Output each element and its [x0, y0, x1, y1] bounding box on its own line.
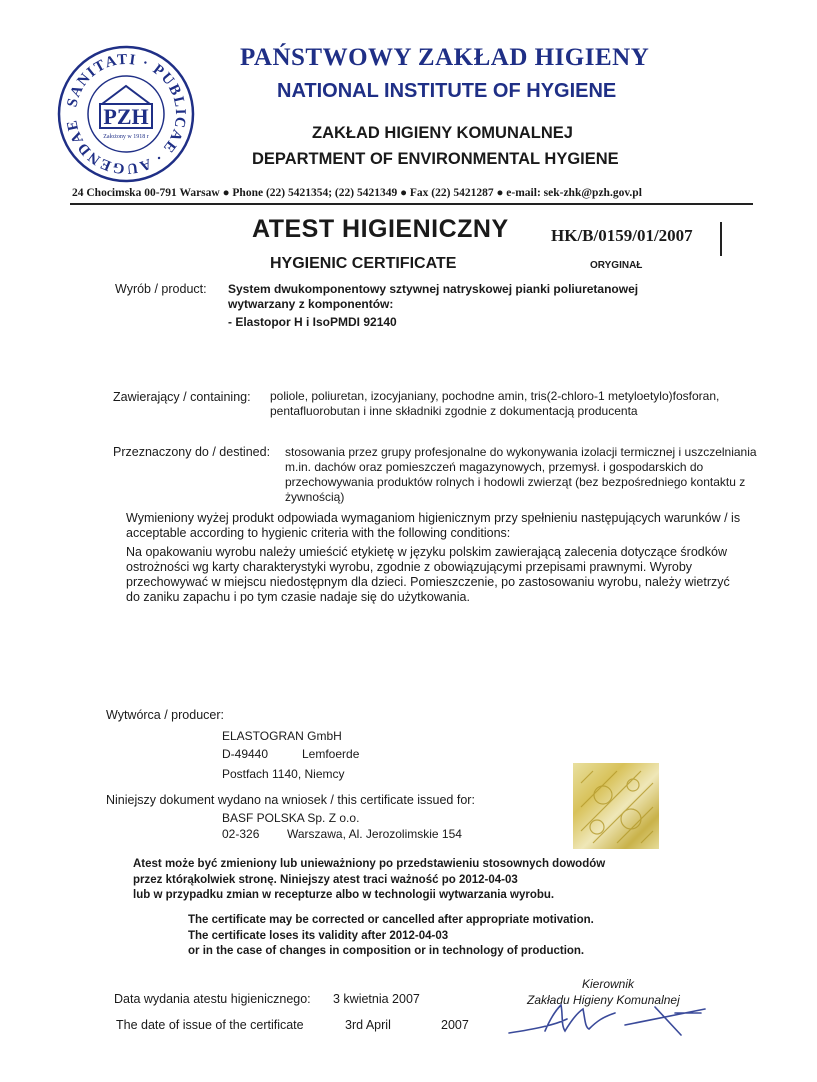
- issue-date-en: 3rd April: [345, 1018, 391, 1032]
- issued-for-label: Niniejszy dokument wydano na wniosek / this certificate issued for:: [106, 793, 475, 807]
- certificate-title-pl: ATEST HIGIENICZNY: [252, 215, 509, 243]
- logo-founded: Założony w 1918 r: [103, 134, 149, 140]
- product-description-line2: wytwarzany z komponentów:: [228, 297, 394, 311]
- pzh-logo: [56, 44, 196, 184]
- requester-name: BASF POLSKA Sp. Z o.o.: [222, 811, 360, 825]
- department-name-pl: ZAKŁAD HIGIENY KOMUNALNEJ: [312, 124, 573, 142]
- institute-name-pl: PAŃSTWOWY ZAKŁAD HIGIENY: [240, 44, 650, 71]
- signatory-title: Kierownik: [582, 977, 635, 991]
- validity-pl-line1: Atest może być zmieniony lub unieważniony po przedstawieniu stosownych dowodów: [133, 858, 606, 870]
- validity-note-pl: [133, 857, 693, 904]
- issue-date-pl: 3 kwietnia 2007: [333, 992, 420, 1006]
- logo-ring-text: SANITATI · PUBLICAE · AUGENDAE: [64, 51, 189, 177]
- producer-name: ELASTOGRAN GmbH: [222, 729, 342, 743]
- certificate-number: HK/B/0159/01/2007: [551, 226, 693, 245]
- issue-date-label-en: The date of issue of the certificate: [116, 1018, 304, 1032]
- product-description-line1: System dwukomponentowy sztywnej natryskowej pianki poliuretanowej: [228, 282, 639, 296]
- department-name-en: DEPARTMENT OF ENVIRONMENTAL HYGIENE: [252, 150, 619, 168]
- certificate-title-en: HYGIENIC CERTIFICATE: [270, 255, 457, 272]
- validity-pl-line3: lub w przypadku zmian w recepturze albo w technologii wytwarzania wyrobu.: [133, 889, 555, 901]
- product-label: Wyrób / product:: [115, 282, 207, 296]
- producer-city: Lemfoerde: [302, 747, 360, 761]
- validity-pl-line2-text: przez którąkolwiek stronę. Niniejszy atest traci ważność po: [133, 873, 459, 886]
- logo-abbrev: PZH: [103, 104, 149, 129]
- signatory-department: Zakładu Higieny Komunalnej: [527, 993, 680, 1007]
- validity-en-line2: [188, 929, 688, 945]
- validity-pl-line2: [133, 873, 693, 889]
- issue-date-label-pl: Data wydania atestu higienicznego:: [114, 992, 311, 1006]
- validity-en-line2-text: The certificate loses its validity after: [188, 929, 390, 942]
- containing-label: Zawierający / containing:: [113, 390, 251, 404]
- handwritten-signature: [505, 995, 715, 1040]
- validity-en-line3: or in the case of changes in composition or in technology of production.: [188, 945, 585, 957]
- requester-zip: 02-326: [222, 827, 260, 841]
- validity-en-line1: The certificate may be corrected or cancelled after appropriate motivation.: [188, 914, 594, 926]
- containing-text: poliole, poliuretan, izocyjaniany, pochodne amin, tris(2-chloro-1 metyloetylo)fosforan, pentafluorobutan i inne składniki zgodnie z dokumentacją producenta: [270, 389, 720, 418]
- producer-address: Postfach 1140, Niemcy: [222, 767, 345, 781]
- validity-en-expiry-date: 2012-04-03: [389, 929, 449, 942]
- product-description-line3: - Elastopor H i IsoPMDI 92140: [228, 315, 397, 329]
- issue-year-en: 2007: [441, 1018, 469, 1032]
- requester-address: Warszawa, Al. Jerozolimskie 154: [287, 827, 462, 841]
- conditions-intro: Wymieniony wyżej produkt odpowiada wymaganiom higienicznym przy spełnieniu następujących warunków / is acceptable according to hygienic criteria with the following conditions:: [126, 511, 741, 540]
- header-divider: [70, 203, 753, 205]
- contact-line: 24 Chocimska 00-791 Warsaw ● Phone (22) 5421354; (22) 5421349 ● Fax (22) 5421287 ● e-mail: sek-zhk@pzh.gov.pl: [72, 187, 642, 199]
- destined-label: Przeznaczony do / destined:: [113, 445, 271, 459]
- producer-label: Wytwórca / producer:: [106, 708, 224, 722]
- hologram-sticker: [573, 763, 659, 849]
- validity-note-en: [188, 913, 688, 960]
- validity-pl-expiry-date: 2012-04-03: [458, 873, 518, 886]
- producer-zip: D-49440: [222, 747, 269, 761]
- destined-text: stosowania przez grupy profesjonalne do wykonywania izolacji termicznej i uszczelniania m.in. dachów oraz pomieszczeń magazynowych, przemysł. i gospodarskich do przechowywania produktów rolnych i hodowli zwierząt (bez bezpośredniego kontaktu z żywnością): [285, 445, 757, 504]
- institute-name-en: NATIONAL INSTITUTE OF HYGIENE: [277, 80, 617, 102]
- conditions-text: Na opakowaniu wyrobu należy umieścić etykietę w języku polskim zawierającą zalecenia dotyczące środków ostrożności wg karty charakterystyki wyrobu, zgodnie z obowiązującymi przepisami prawnymi. Wyroby przechowywać w miejscu niedostępnym dla dzieci. Pomieszczenie, po zastosowaniu wyrobu, należy wietrzyć do zaniku zapachu i po tym czasie nadaje się do użytkowania.: [126, 545, 730, 604]
- certificate-number-bar: [720, 222, 722, 256]
- original-stamp: ORYGINAŁ: [590, 260, 643, 271]
